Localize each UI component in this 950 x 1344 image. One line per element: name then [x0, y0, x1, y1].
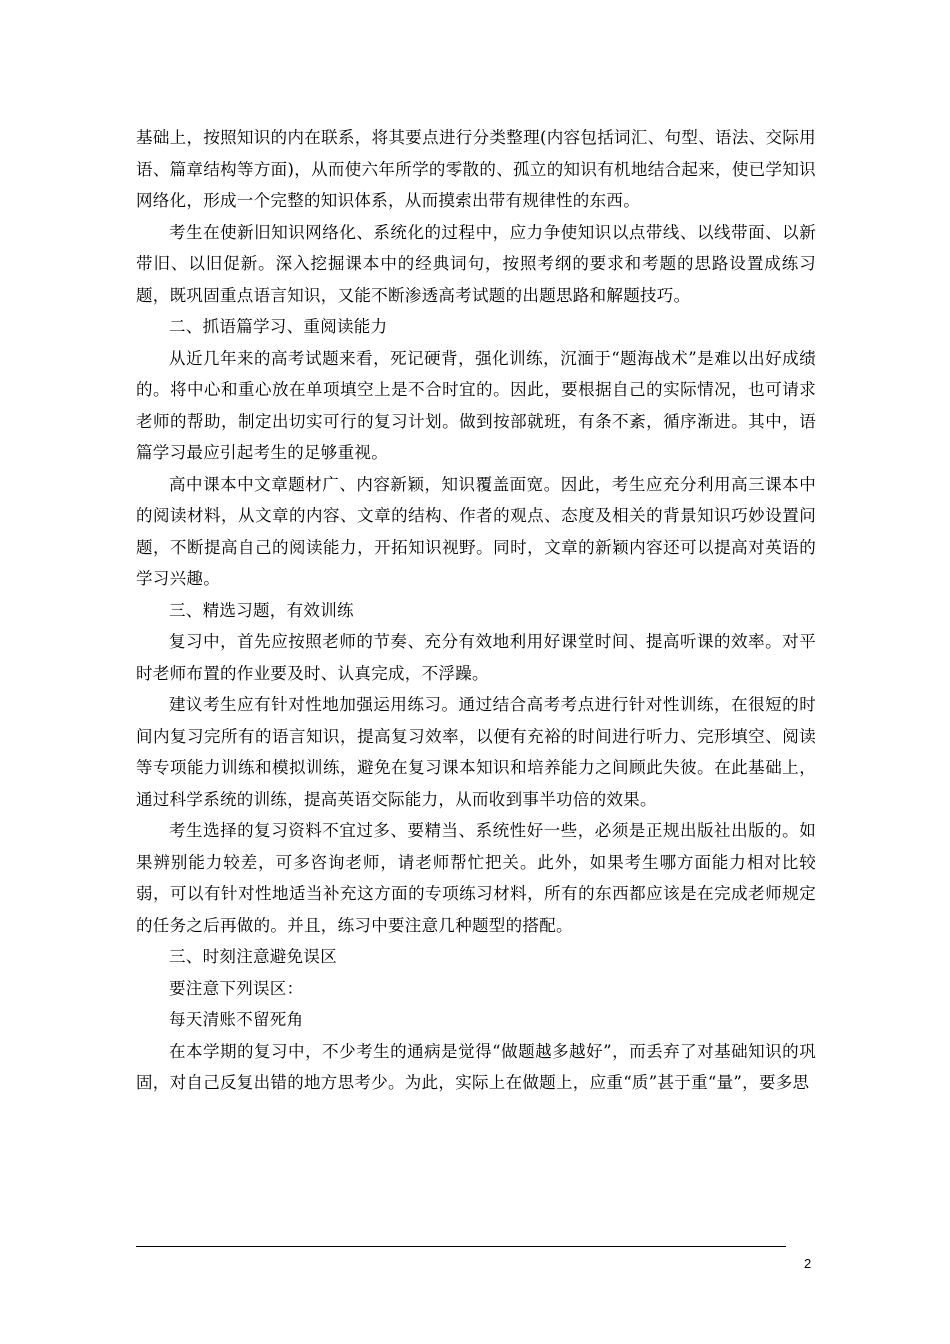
paragraph: 在本学期的复习中，不少考生的通病是觉得“做题越多越好”，而丢弃了对基础知识的巩固，对自己反复出错的地方思考少。为此，实际上在做题上，应重“质”甚于重“量”，要多思: [136, 1041, 816, 1092]
paragraph: 考生选择的复习资料不宜过多、要精当、系统性好一些，必须是正规出版社出版的。如果辨别能力较差，可多咨询老师，请老师帮忙把关。此外，如果考生哪方面能力相对比较弱，可以有针对性地适当补充这方面的专项练习材料，所有的东西都应该是在完成老师规定的任务之后再做的。并且，练习中要注意几种题型的搭配。: [136, 821, 816, 935]
page-number: 2: [804, 1256, 812, 1271]
section-heading: 二、抓语篇学习、重阅读能力: [169, 317, 388, 336]
paragraph: 从近几年来的高考试题来看，死记硬背，强化训练，沉湎于“题海战术”是难以出好成绩的。将中心和重心放在单项填空上是不合时宜的。因此，要根据自己的实际情况，也可请求老师的帮助，制定出切实可行的复习计划。做到按部就班，有条不紊，循序渐进。其中，语篇学习最应引起考生的足够重视。: [136, 348, 816, 462]
paragraph: 建议考生应有针对性地加强运用练习。通过结合高考考点进行针对性训练，在很短的时间内复习完所有的语言知识，提高复习效率，以便有充裕的时间进行听力、完形填空、阅读等专项能力训练和模拟训练，避免在复习课本知识和培养能力之间顾此失彼。在此基础上，通过科学系统的训练，提高英语交际能力，从而收到事半功倍的效果。: [136, 695, 816, 809]
paragraph: 考生在使新旧知识网络化、系统化的过程中，应力争使知识以点带线、以线带面、以新带旧、以旧促新。深入挖掘课本中的经典词句，按照考纲的要求和考题的思路设置成练习题，既巩固重点语言知识，又能不断渗透高考试题的出题思路和解题技巧。: [136, 222, 816, 305]
document-body: [136, 122, 816, 1099]
section-heading: 三、时刻注意避免误区: [169, 947, 337, 966]
footer-divider: [136, 1246, 786, 1247]
sub-heading: 每天清账不留死角: [169, 1010, 304, 1029]
paragraph: 要注意下列误区：: [169, 978, 304, 998]
paragraph: 高中课本中文章题材广、内容新颖，知识覆盖面宽。因此，考生应充分利用高三课本中的阅读材料，从文章的内容、文章的结构、作者的观点、态度及相关的背景知识巧妙设置问题，不断提高自己的阅读能力，开拓知识视野。同时，文章的新颖内容还可以提高对英语的学习兴趣。: [136, 474, 816, 588]
section-heading: 三、精选习题，有效训练: [169, 600, 354, 620]
paragraph: 复习中，首先应按照老师的节奏、充分有效地利用好课堂时间、提高听课的效率。对平时老师布置的作业要及时、认真完成，不浮躁。: [136, 632, 816, 683]
paragraph: 基础上，按照知识的内在联系，将其要点进行分类整理(内容包括词汇、句型、语法、交际用语、篇章结构等方面)，从而使六年所学的零散的、孤立的知识有机地结合起来，使已学知识网络化，形成一个完整的知识体系，从而摸索出带有规律性的东西。: [136, 128, 816, 210]
